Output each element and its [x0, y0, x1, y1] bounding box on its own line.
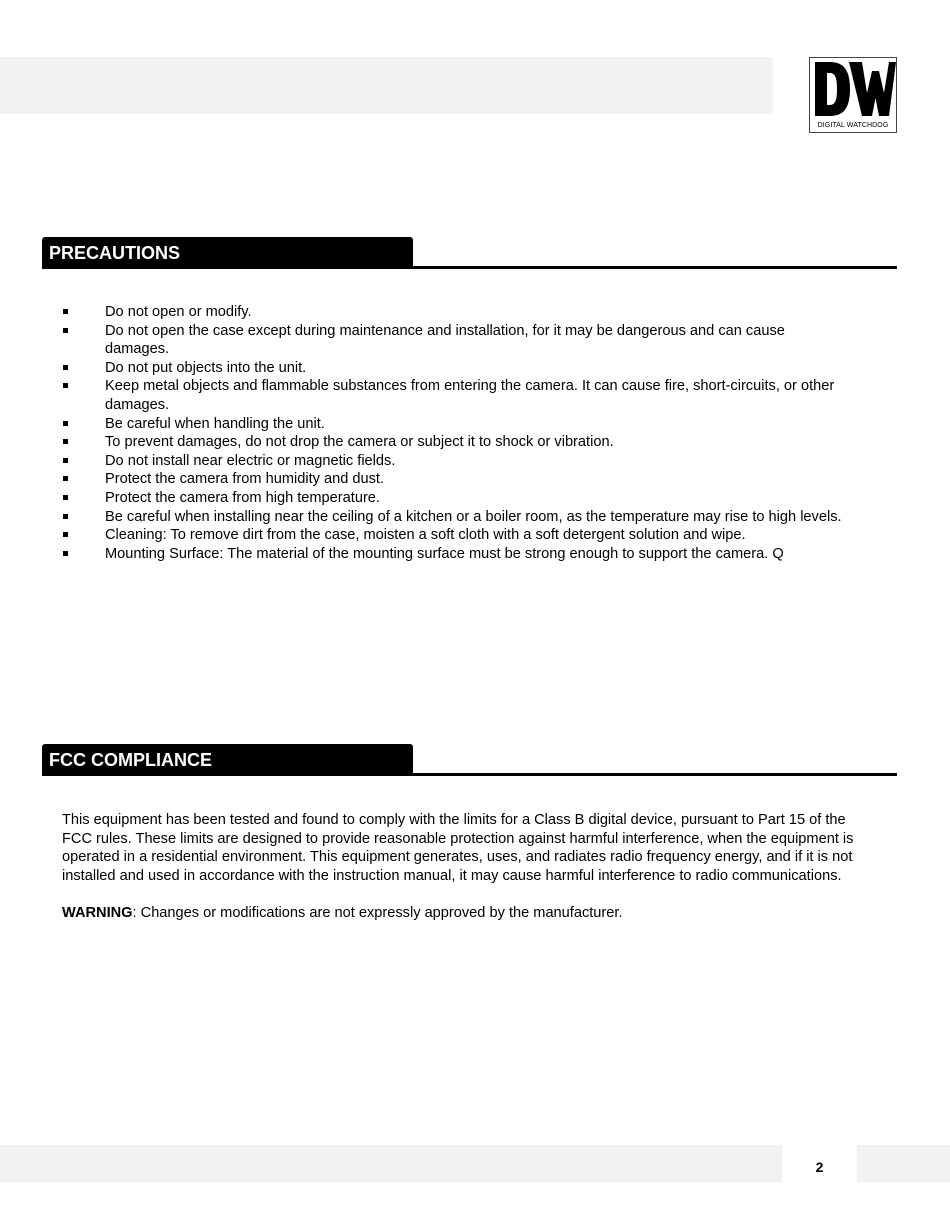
warning-label: WARNING [62, 904, 133, 921]
digital-watchdog-logo [809, 57, 897, 133]
list-item-text: Be careful when installing near the ceiling of a kitchen or a boiler room, as the temperature may rise to high levels. [105, 508, 842, 525]
list-item [62, 303, 852, 322]
list-item-text: Do not open the case except during maintenance and installation, for it may be dangerous and can cause damages. [105, 322, 785, 358]
list-item [62, 508, 852, 527]
list-item [62, 452, 852, 471]
list-item [62, 526, 852, 545]
square-bullet-icon [63, 514, 68, 519]
precautions-rule [42, 266, 897, 269]
dw-logo-mark [812, 59, 896, 119]
fcc-rule [42, 773, 897, 776]
warning-text: : Changes or modifications are not expressly approved by the manufacturer. [132, 904, 623, 921]
precautions-list [62, 303, 852, 563]
list-item-text: Cleaning: To remove dirt from the case, moisten a soft cloth with a soft detergent solution and wipe. [105, 527, 746, 544]
list-item-text: Do not open or modify. [105, 304, 252, 320]
footer-band-left [0, 1145, 782, 1182]
list-item [62, 470, 852, 489]
square-bullet-icon [63, 309, 68, 314]
list-item-text: To prevent damages, do not drop the camera or subject it to shock or vibration. [105, 434, 614, 451]
fcc-warning [62, 904, 877, 923]
list-item-text: Mounting Surface: The material of the mounting surface must be strong enough to support the camera. Q [105, 545, 784, 562]
list-item-text: Do not install near electric or magnetic fields. [105, 452, 396, 469]
header-band [0, 57, 773, 114]
list-item-text: Protect the camera from humidity and dust. [105, 471, 385, 488]
square-bullet-icon [63, 551, 68, 556]
precautions-title: PRECAUTIONS [49, 243, 181, 263]
square-bullet-icon [63, 328, 68, 333]
list-item [62, 489, 852, 508]
square-bullet-icon [63, 476, 68, 481]
precautions-section-header [42, 237, 897, 270]
fcc-title: FCC COMPLIANCE [49, 750, 212, 770]
fcc-body [62, 811, 877, 923]
footer-band-right [857, 1145, 950, 1182]
list-item [62, 433, 852, 452]
list-item-text: Be careful when handling the unit. [105, 415, 325, 432]
logo-caption: DIGITAL WATCHDOG [817, 122, 889, 129]
square-bullet-icon [63, 532, 68, 537]
page-number: 2 [815, 1159, 824, 1175]
list-item [62, 322, 852, 359]
square-bullet-icon [63, 495, 68, 500]
fcc-section-header [42, 744, 897, 777]
square-bullet-icon [63, 439, 68, 444]
square-bullet-icon [63, 458, 68, 463]
square-bullet-icon [63, 365, 68, 370]
square-bullet-icon [63, 383, 68, 388]
fcc-paragraph: This equipment has been tested and found to comply with the limits for a Class B digital device, pursuant to Part 15 of the FCC rules. These limits are designed to provide reasonable protection against harmful interference, when the equipment is operated in a residential environment. This equipment generates, uses, and radiates radio frequency energy, and if it is not installed and used in accordance with the instruction manual, it may cause harmful interference to radio communications. [62, 812, 854, 884]
list-item [62, 359, 852, 378]
list-item [62, 545, 852, 564]
list-item [62, 377, 852, 414]
list-item-text: Keep metal objects and flammable substances from entering the camera. It can cause fire, short-circuits, or other damages. [105, 378, 835, 413]
square-bullet-icon [63, 421, 68, 426]
list-item-text: Protect the camera from high temperature. [105, 489, 380, 506]
list-item [62, 415, 852, 434]
list-item-text: Do not put objects into the unit. [105, 359, 307, 376]
